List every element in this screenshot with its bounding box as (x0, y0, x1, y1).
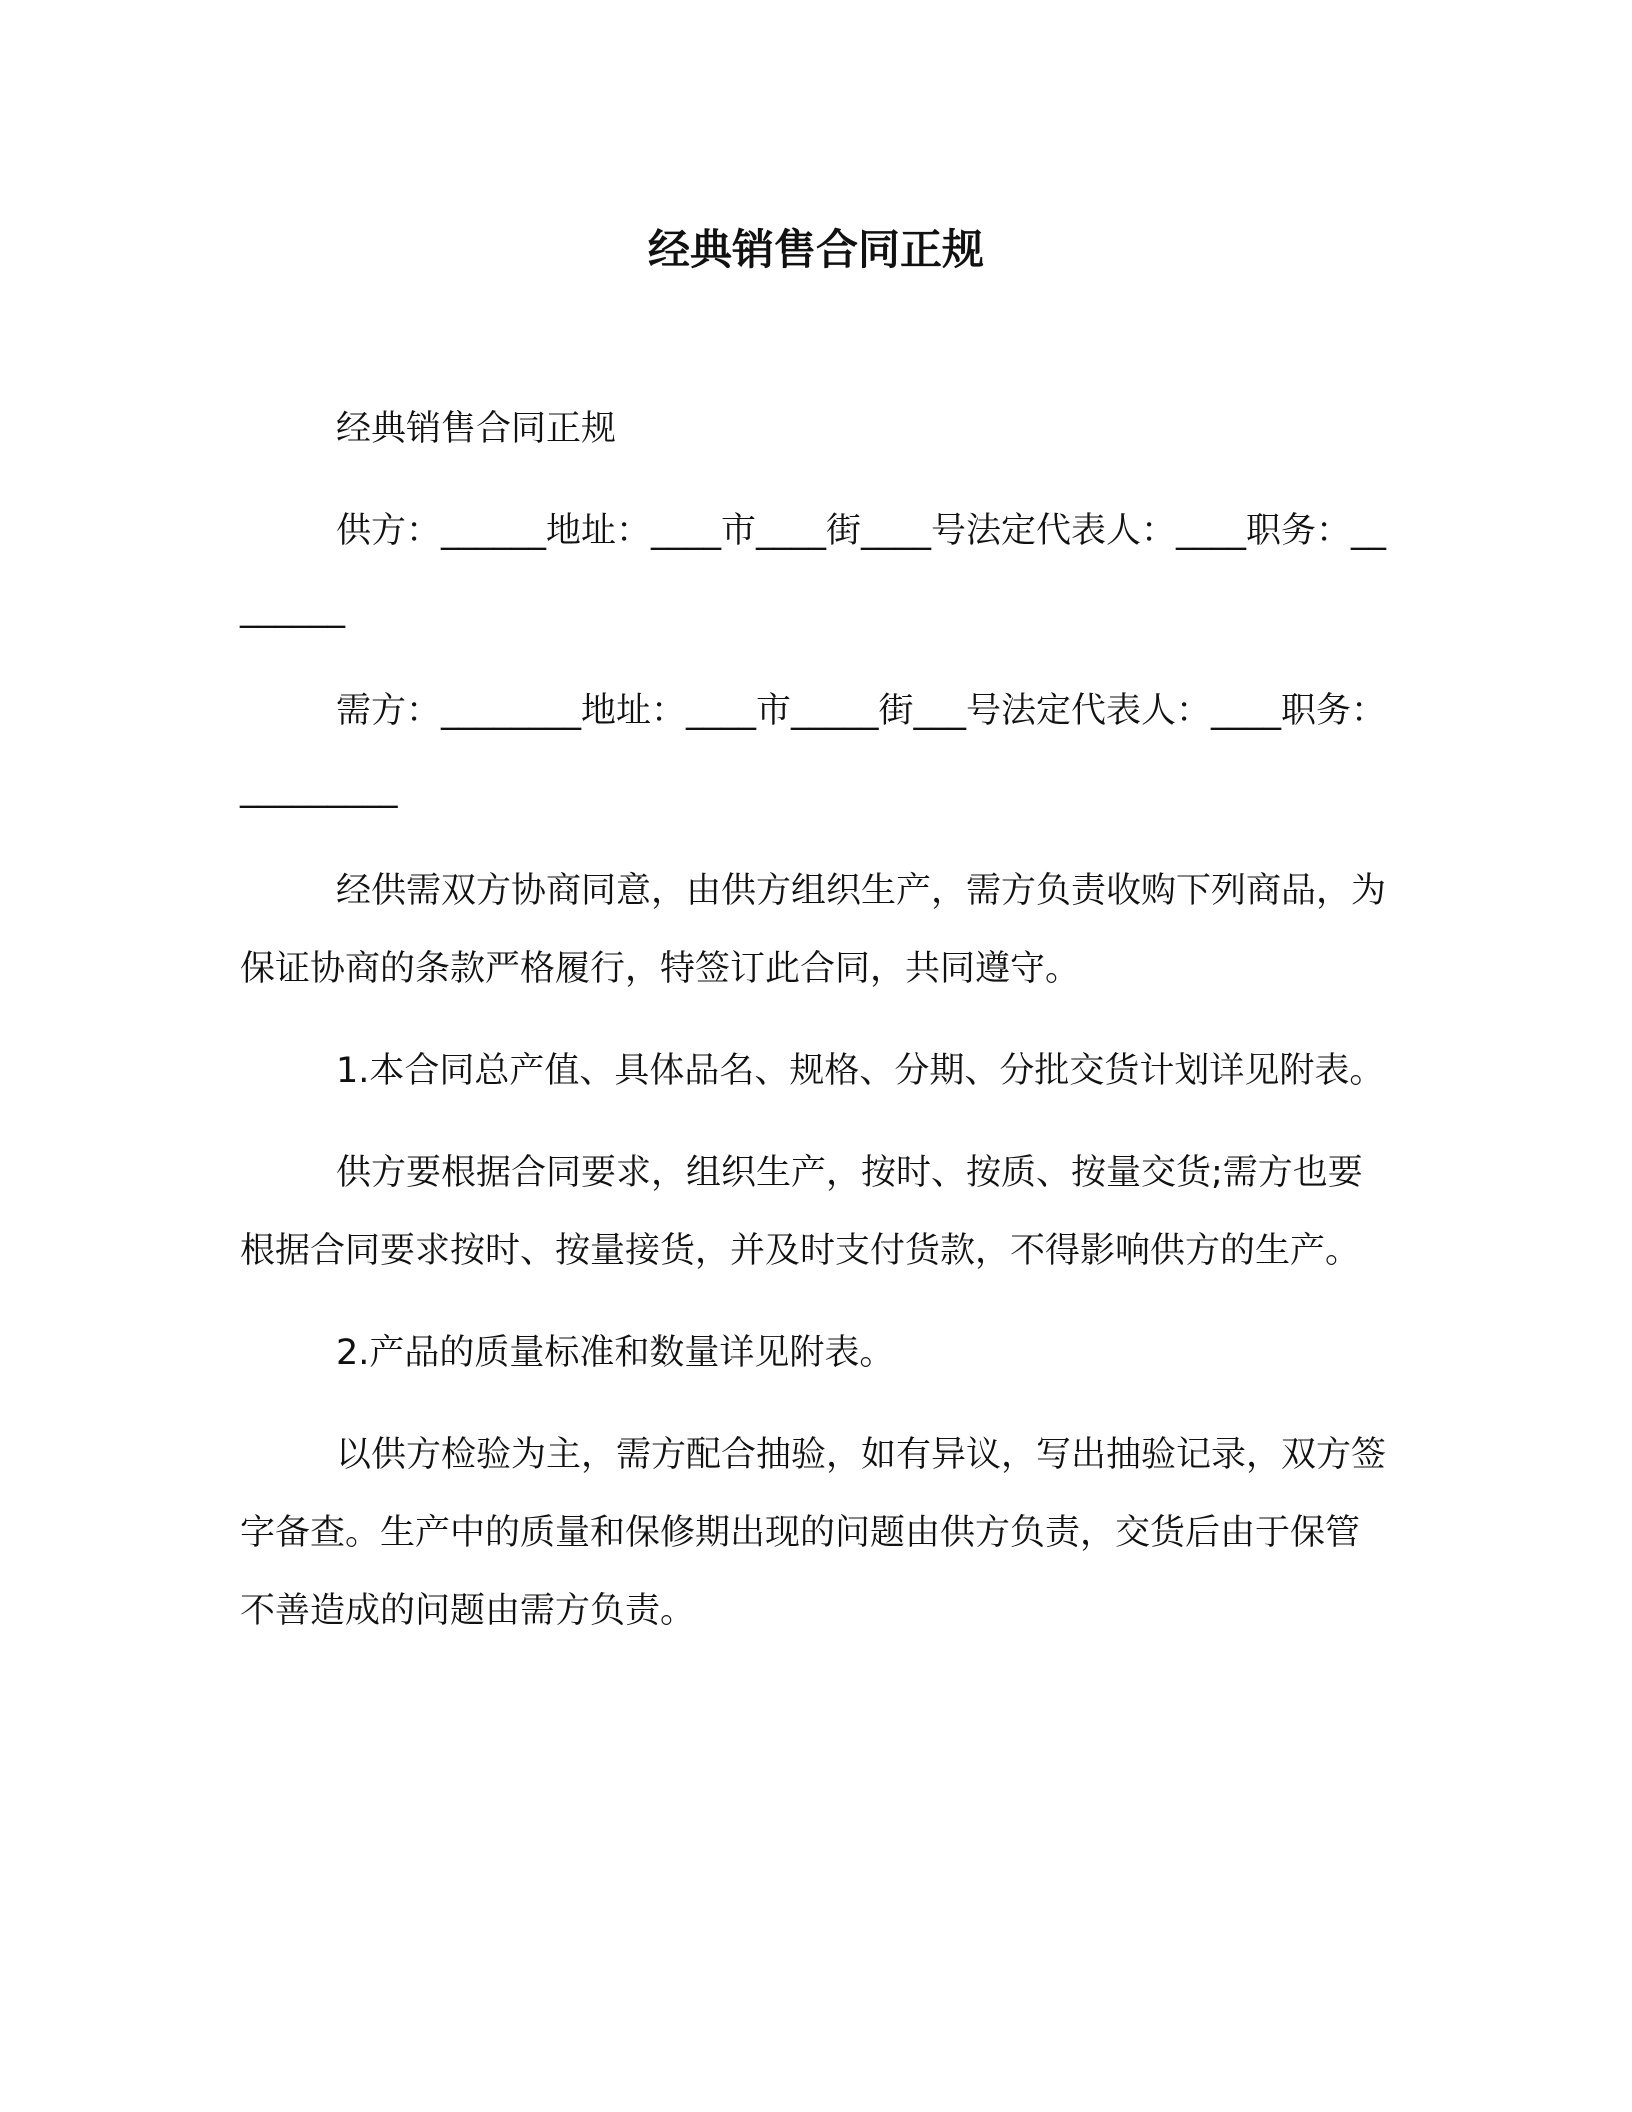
paragraph-agreement: 经供需双方协商同意，由供方组织生产，需方负责收购下列商品，为保证协商的条款严格履行，特签订此合同，共同遵守。 (240, 871, 1387, 989)
paragraph-clause-1-detail: 供方要根据合同要求，组织生产，按时、按质、按量交货;需方也要根据合同要求按时、按量接货，并及时支付货款，不得影响供方的生产。 (240, 1153, 1363, 1271)
paragraph-supplier-info: 供方：______地址：____市____街____号法定代表人：____职务：________ (240, 511, 1387, 629)
paragraph-subtitle: 经典销售合同正规 (336, 409, 617, 449)
document-title: 经典销售合同正规 (647, 225, 984, 274)
paragraph-clause-1: 1.本合同总产值、具体品名、规格、分期、分批交货计划详见附表。 (336, 1051, 1385, 1091)
paragraph-clause-2-detail: 以供方检验为主，需方配合抽验，如有异议，写出抽验记录，双方签字备查。生产中的质量和保修期出现的问题由供方负责，交货后由于保管不善造成的问题由需方负责。 (240, 1435, 1387, 1631)
document-body (240, 390, 1392, 1674)
paragraph-buyer-info: 需方：________地址：____市_____街___号法定代表人：____职务：_________ (240, 691, 1387, 809)
paragraph-clause-2: 2.产品的质量标准和数量详见附表。 (336, 1333, 895, 1373)
